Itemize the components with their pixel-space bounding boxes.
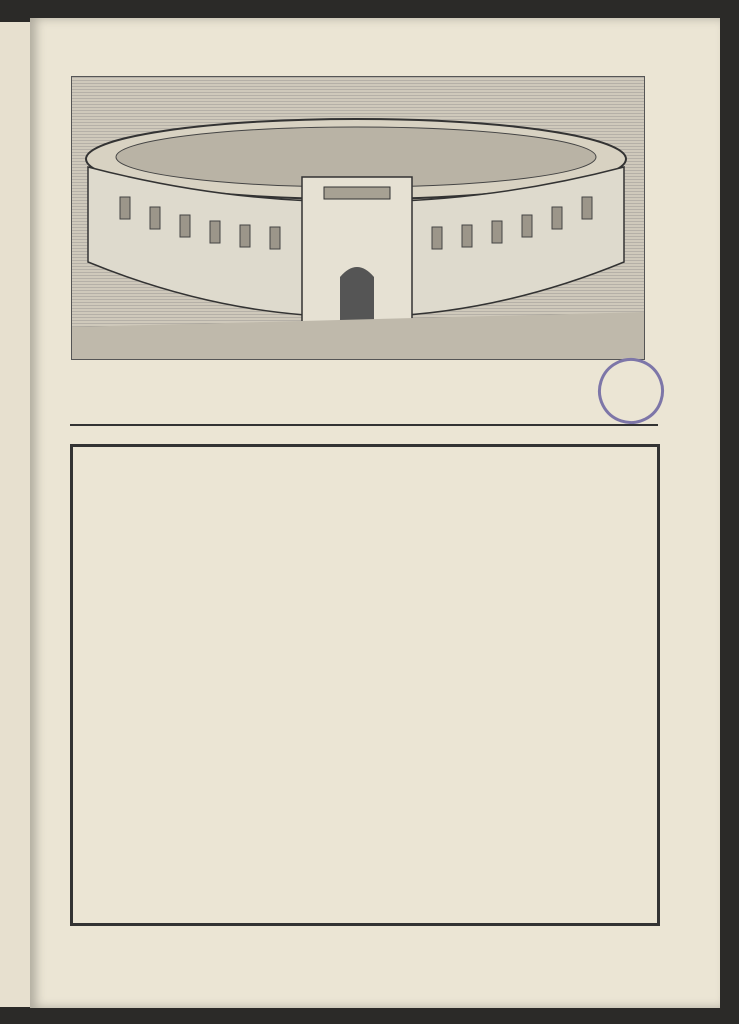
statistics-table (70, 444, 660, 926)
newspaper-page (30, 18, 720, 1008)
masthead-rule (70, 424, 658, 426)
bullring-engraving (71, 76, 645, 360)
library-stamp (589, 349, 672, 432)
left-page-edge (0, 22, 30, 1007)
